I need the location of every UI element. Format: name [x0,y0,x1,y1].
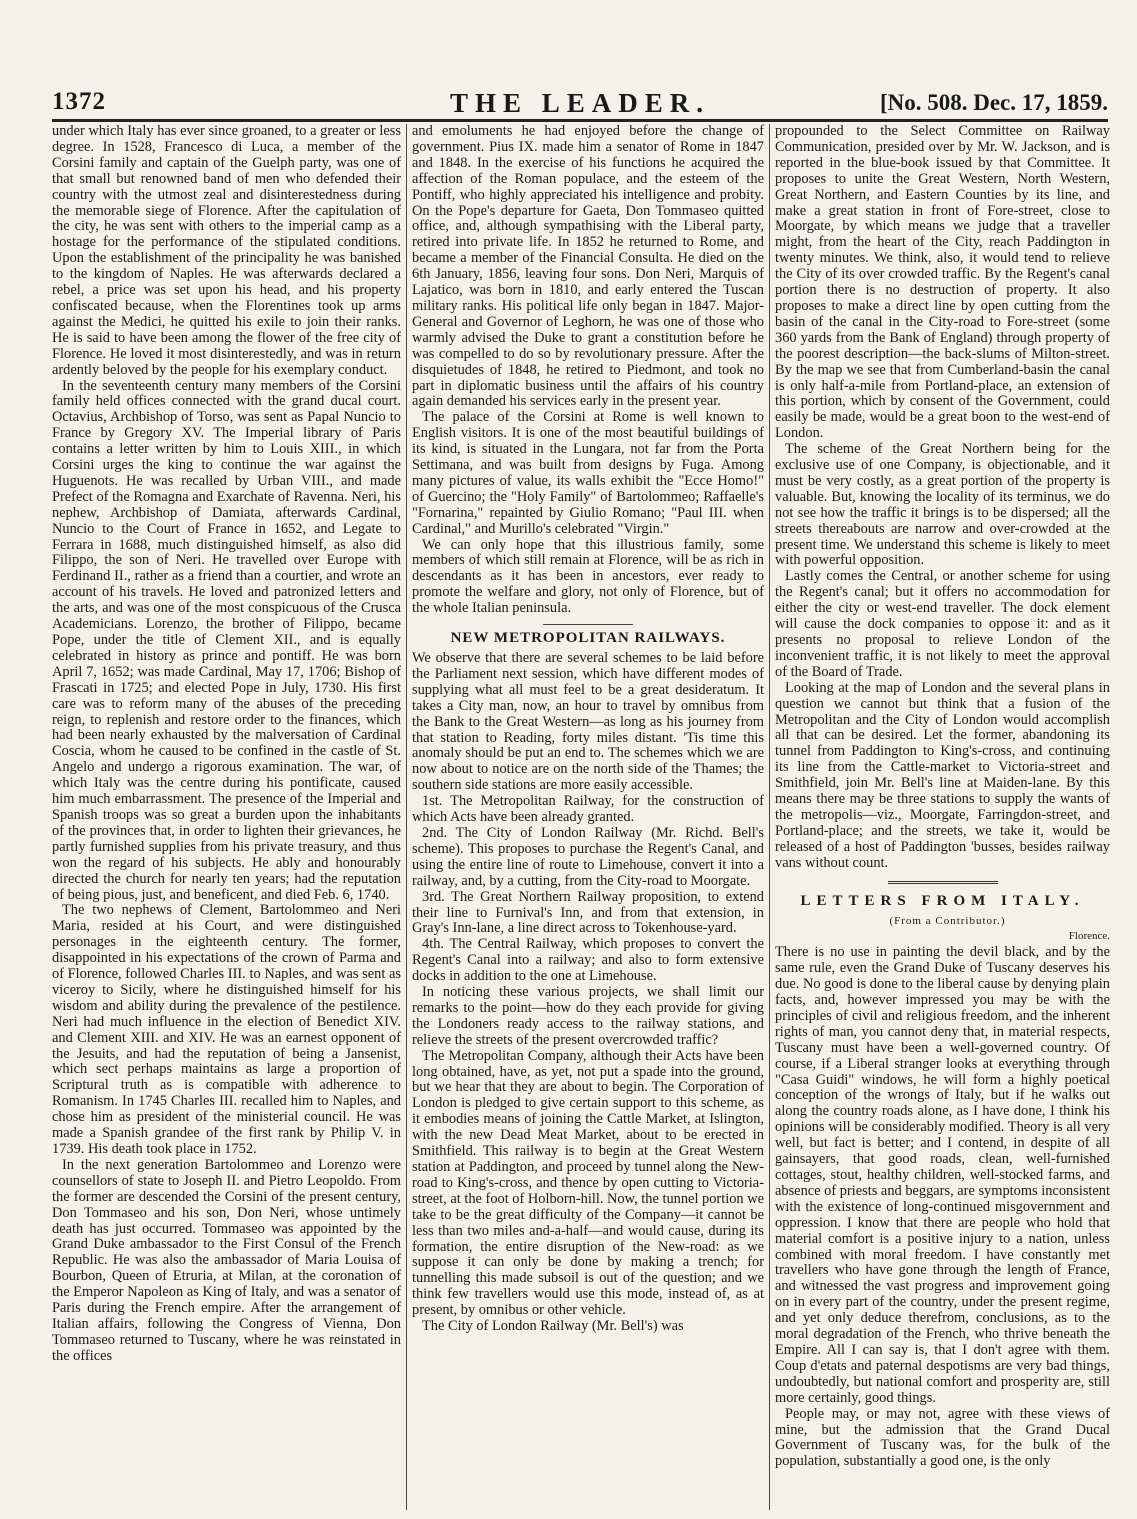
paragraph: We observe that there are several schemes to be laid before the Parliament next session, which have different modes of supplying what all must feel to be a great desideratum. It takes a City man, now, an hour to travel by omnibus from the Bank to the Great Western—as long as his journey from that station to Reading, forty miles distant. 'Tis time this anomaly should be put an end to. The schemes which we are now about to notice are on the north side of the Thames; the southern side stations are more easily accessible. [412,650,764,794]
paragraph: The palace of the Corsini at Rome is well known to English visitors. It is one of the most beautiful buildings of its kind, is situated in the Lungara, not far from the Porta Settimana, and was built from designs by Fuga. Among many pictures of value, its walls exhibit the "Ecce Homo!" of Guercino; the "Holy Family" of Bartolommeo; Raffaelle's "Fornarina," repainted by Giulio Romano; "Paul III. when Cardinal," and Murillo's celebrated "Virgin." [412,409,764,537]
section-rule [888,881,998,884]
paragraph: The scheme of the Great Northern being for the exclusive use of one Company, is objectionable, and it must be very costly, as a great portion of the property is valuable. But, knowing the locality of its terminus, we do not see how the traffic it brings is to be dispersed; all the streets thereabouts are narrow and over-crowded at the present time. We understand this scheme is likely to meet with powerful opposition. [775,441,1110,569]
paragraph: The City of London Railway (Mr. Bell's) was [422,1318,684,1335]
paragraph: 2nd. The City of London Railway (Mr. Richd. Bell's scheme). This proposes to purchase the Regent's Canal, and using the entire line of route to Limehouse, convert it into a railway, and, by a cutting, from the City-road to Moorgate. [412,824,764,889]
column-1 [52,124,401,1512]
paragraph: The Metropolitan Company, although their Acts have been long obtained, have, as yet, not put a spade into the ground, but we hear that they are about to begin. The Corporation of London is pledged to give certain support to this scheme, as it embodies means of joining the Cattle Market, at Islington, with the new Dead Meat Market, about to be erected in Smithfield. This railway is to begin at the Great Western station at Paddington, and proceed by tunnel along the New-road to King's-cross, and thence by open cutting to Victoria-street, at the foot of Holborn-hill. Now, the tunnel portion we take to be the great difficulty of the Company—it cannot be less than two miles and-a-half—and would cause, during its formation, the entire disruption of the New-road: as we suppose it can only be done by making a trench; for tunnelling this made subsoil is out of the question; and we think few travellers would use this mode, instead of, as at present, by omnibus or other vehicle. [412,1047,764,1319]
masthead-rule [52,119,1108,122]
dateline: Florence. [1068,930,1110,943]
column-3 [775,124,1110,1512]
paragraph: In noticing these various projects, we shall limit our remarks to the point—how do they each provide for giving the Londoners ready access to the railway stations, and relieve the streets of the present overcrowded traffic? [412,984,764,1048]
paragraph: 4th. The Central Railway, which proposes to convert the Regent's Canal into a railway; and also to form extensive docks in addition to the one at Limehouse. [412,936,764,985]
column-divider [406,124,407,1510]
paragraph: In the seventeenth century many members of the Corsini family held offices connected with the grand ducal court. Octavius, Archbishop of Torso, was sent as Papal Nuncio to France by Gregory XV. The Imperial library of Paris contains a letter written by him to Louis XIII., in which Corsini urges the king to continue the war against the Huguenots. He was recalled by Urban VIII., and made Prefect of the Romagna and Exarchate of Ravenna. Neri, his nephew, Archbishop of Damiata, afterwards Cardinal, Nuncio to the Court of France in 1652, and Legate to Ferrara in 1688, much distinguished himself, as also did Filippo, the son of Neri. He travelled over Europe with Ferdinand II., rather as a friend than a courtier, and wrote an account of his travels. He loved and patronized letters and the arts, and was one of the most conspicuous of the Crusca Academicians. Lorenzo, the brother of Filippo, became Pope, under the title of Clement XII., and is equally celebrated in history as prince and pontiff. He was born April 7, 1652; was made Cardinal, May 17, 1706; Bishop of Frascati in 1725; and elected Pope in July, 1730. His first care was to reform many of the abuses of the preceding reign, to replenish and restore order to the finances, which had been nearly exhausted by the malversation of Cardinal Coscia, whom he caused to be confined in the castle of St. Angelo and undergo a rigorous examination. The war, of which Italy was the centre during his pontificate, caused him much embarrassment. The presence of the Imperial and Spanish troops was so great a burden upon the inhabitants of the provinces that, in order to lighten their grievances, he partly furnished supplies from his private treasury, and thus won the regard of his subjects. He ably and honourably directed the church for nearly ten years; had the reputation of being pious, just, and beneficent, and died Feb. 6, 1740. [52,377,401,903]
article-subheading: (From a Contributor.) [889,914,1006,927]
paragraph: Looking at the map of London and the several plans in question we cannot but think that a fusion of the Metropolitan and the City of London would accomplish all that can be desired. Let the former, abandoning its tunnel from Paddington to King's-cross, and continuing its line from the Cattle-market to Victoria-street and Smithfield, join Mr. Bell's line at Maiden-lane. By this means there may be three stations to supply the wants of the metropolis—viz., Moorgate, Farringdon-street, and Portland-place; and the streets, we take it, would be released of a host of Paddington 'busses, besides railway vans without count. [775,679,1110,871]
paragraph: under which Italy has ever since groaned, to a greater or less degree. In 1528, Francesco di Luca, a member of the Corsini family and captain of the Guelph party, was one of that small but renowned band of men who defended their country with the utmost zeal and disinterestedness during the memorable siege of Florence. After the capitulation of the city, he was sent with others to the imperial camp as a hostage for the performance of the stipulated conditions. Upon the establishment of the principality he was banished to the kingdom of Naples. He was afterwards declared a rebel, a price was set upon his head, and his property confiscated because, when the Florentines took up arms against the Medici, he quitted his exile to join their ranks. He is said to have been among the flower of the free city of Florence. He loved it most disinterestedly, and was in return ardently beloved by the people for his exemplary conduct. [52,124,401,378]
newspaper-title: THE LEADER. [449,88,711,118]
article-heading: NEW METROPOLITAN RAILWAYS. [450,630,726,647]
paragraph: There is no use in painting the devil black, and by the same rule, even the Grand Duke of Tuscany deserves his due. No good is done to the liberal cause by denying plain facts, and, however impressed you may be with the principles of civil and religious freedom, and the inherent rights of man, you cannot deny that, in material respects, Tuscany must have been a well-governed country. Of course, if a Liberal stranger looks at everything through "Casa Guidi" windows, he will form a highly poetical conception of the wrongs of Italy, but if he walks out along the country roads alone, as I have done, I think his opinions will be considerably modified. Theory is all very well, but fact is better; and I contend, in despite of all gainsayers, that good roads, clean, well-furnished cottages, stout, healthy children, well-stocked farms, and absence of priests and beggars, are symptoms inconsistent with the existence of long-continued misgovernment and oppression. I know that there are people who hold that material comfort is a positive injury to a nation, unless combined with moral freedom. I have constantly met travellers who have gone through the length of France, and witnessed the vast progress and improvement going on in every part of the country, under the present regime, and yet only deduce therefrom, conclusions, as to the moral degradation of the French, who thrive beneath the Empire. All I can say is, that I don't agree with them. Coup d'etats and paternal despotisms are very bad things, undoubtedly, but national comfort and prosperity are, still more certainly, good things. [775,944,1110,1406]
paragraph: We can only hope that this illustrious family, some members of which still remain at Florence, will be as rich in descendants as it has been in ancestors, ever ready to promote the welfare and glory, not only of Florence, but of the whole Italian peninsula. [412,536,764,617]
paragraph: 1st. The Metropolitan Railway, for the construction of which Acts have been already granted. [412,793,764,826]
paragraph: Lastly comes the Central, or another scheme for using the Regent's canal; but it offers no accommodation for either the city or west-end traveller. The dock element will cause the dock companies to oppose it: and as it presents no proposal to relieve London of the inconvenient traffic, it is not likely to meet the approval of the Board of Trade. [775,568,1110,680]
masthead [52,88,1108,118]
paragraph: and emoluments he had enjoyed before the change of government. Pius IX. made him a senator of Rome in 1847 and 1848. In the exercise of his functions he acquired the affection of the Roman populace, and the esteem of the Pontiff, who highly appreciated his intelligence and probity. On the Pope's departure for Gaeta, Don Tommaseo quitted office, and, although sympathising with the Liberal party, retired into private life. In 1852 he returned to Rome, and became a member of the Financial Consulta. He died on the 6th January, 1856, leaving four sons. Don Neri, Marquis of Lajatico, was born in 1810, and early entered the Tuscan military ranks. His political life only began in 1847. Major-General and Governor of Leghorn, he was one of those who warmly advised the Duke to grant a constitution before he was compelled to do so by revolutionary pressure. After the disquietudes of 1848, he retired to Piedmont, and took no part in diplomatic business until the affairs of his country again demanded his services early in the present year. [412,124,764,410]
article-heading: LETTERS FROM ITALY. [800,892,1085,909]
paragraph: The two nephews of Clement, Bartolommeo and Neri Maria, resided at his Court, and were distinguished personages in the eighteenth century. The former, disappointed in his expectations of the crown of Parma and of Florence, followed Charles III. to Naples, and was sent as viceroy to Sicily, where he distinguished himself for his wisdom and ability during the prevalence of the pestilence. Neri had much influence in the election of Benedict XIV. and Clement XIII. and XIV. He was an earnest opponent of the Jesuits, and had the reputation of being a Jansenist, which sect perhaps maintains as large a proportion of Scriptural truth as is compatible with adherence to Romanism. In 1745 Charles III. recalled him to Naples, and chose him as president of the ministerial council. He was made a Spanish grandee of the first rank by Philip V. in 1739. His death took place in 1752. [52,902,401,1157]
column-divider [769,124,770,1510]
paragraph: In the next generation Bartolommeo and Lorenzo were counsellors of state to Joseph II. and Pietro Leopoldo. From the former are descended the Corsini of the present century, Don Tommaseo and his son, Don Neri, whose untimely death has just occurred. Tommaseo was appointed by the Grand Duke ambassador to the First Consul of the French Republic. He was also the ambassador of Maria Louisa of Bourbon, Queen of Etruria, at Milan, at the coronation of the Emperor Napoleon as King of Italy, and was a senator of Paris during the French empire. After the arrangement of Italian affairs, following the Congress of Vienna, Don Tommaseo returned to Tuscany, where he was reinstated in the offices [52,1156,401,1364]
section-rule [543,624,633,625]
issue-date: [No. 508. Dec. 17, 1859. [879,90,1108,115]
column-2 [412,124,764,1512]
paragraph: People may, or may not, agree with these views of mine, but the admission that the Grand Ducal Government of Tuscany was, for the bulk of the population, substantially a good one, is the only [775,1405,1110,1470]
paragraph: 3rd. The Great Northern Railway proposition, to extend their line to Furnival's Inn, and from that extension, in Gray's Inn-lane, a line direct across to Tokenhouse-yard. [412,888,764,937]
page-number: 1372 [52,88,106,115]
paragraph: propounded to the Select Committee on Railway Communication, presided over by Mr. W. Jackson, and is reported in the blue-book issued by that Committee. It proposes to unite the Great Western, North Western, Great Northern, and Eastern Counties by its line, and make a great station in front of Fore-street, close to Moorgate, by which means we judge that a traveller might, from the heart of the City, reach Paddington in twenty minutes. We think, also, it would tend to relieve the City of its over crowded traffic. By the Regent's canal portion there is no destruction of property. It also proposes to make a direct line by open cutting from the basin of the canal in the City-road to Fore-street (some 360 yards from the Bank of England) through property of the poorest description—the back-slums of Milton-street. By the map we see that from Cumberland-basin the canal is only half-a-mile from Portland-place, an extension of this portion, which by consent of the Government, could easily be made, would be a great boon to the west-end of London. [775,124,1110,442]
